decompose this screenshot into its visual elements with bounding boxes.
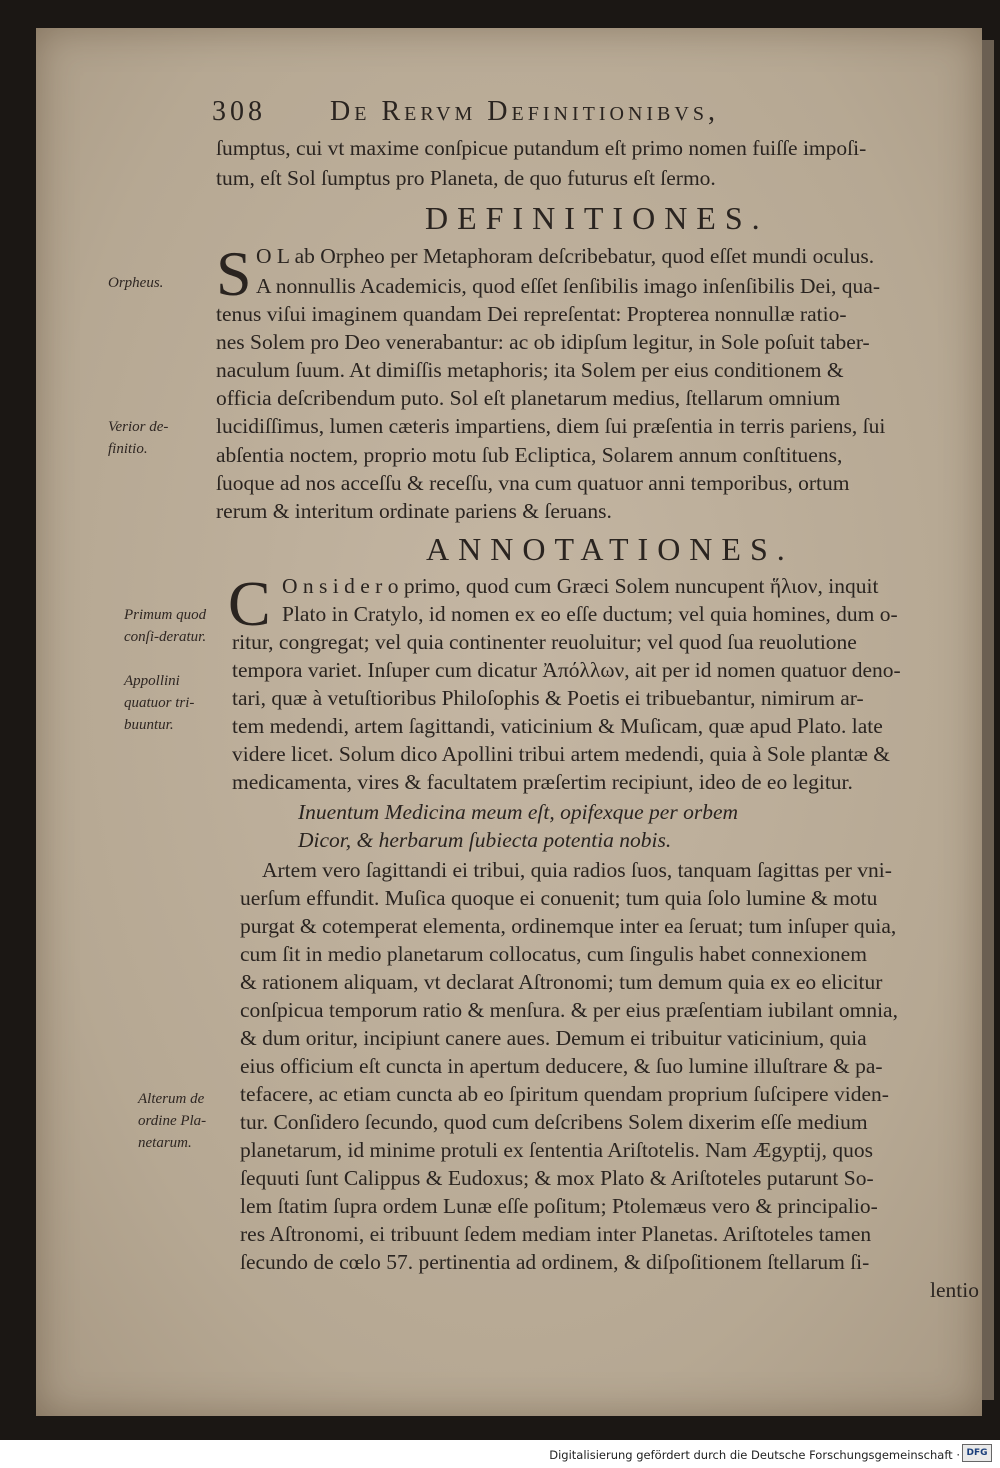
text-line: lucidiſſimus, lumen cæteris impartiens, diem ſui præſentia in terris pariens, ſui bbox=[216, 414, 886, 438]
margin-note-primum: Primum quod conſi-deratur. bbox=[124, 607, 207, 645]
text-line: lentio bbox=[930, 1278, 979, 1302]
text-line: nes Solem pro Deo venerabantur: ac ob idipſum legitur, in Sole poſuit taber- bbox=[216, 330, 870, 354]
text-line: Artem vero ſagittandi ei tribui, quia radios ſuos, tanquam ſagittas per vni- bbox=[262, 858, 892, 882]
page-edge bbox=[982, 40, 994, 1400]
text-line: O n s i d e r o primo, quod cum Græci Solem nuncupent ἥλιον, inquit bbox=[282, 574, 879, 598]
text-line: naculum ſuum. At dimiſſis metaphoris; ita Solem per eius conditionem & bbox=[216, 358, 844, 382]
section-heading-annotationes: ANNOTATIONES. bbox=[426, 531, 794, 567]
text-line: tempora variet. Inſuper cum dicatur Ἀπόλλων, ait per id nomen quatuor deno- bbox=[232, 658, 901, 682]
text-line: A nonnullis Academicis, quod eſſet ſenſibilis imago inſenſibilis Dei, qua- bbox=[256, 274, 881, 298]
dfg-logo: DFG bbox=[962, 1444, 992, 1462]
verse-line: Dicor, & herbarum ſubiecta potentia nobis. bbox=[298, 828, 672, 852]
text-line: purgat & cotemperat elementa, ordinemque inter ea ſeruat; tum inſuper quia, bbox=[240, 914, 897, 938]
text-line: tefacere, ac etiam cuncta ab eo ſpiritum quendam proprium ſuſcipere viden- bbox=[240, 1082, 889, 1106]
text-line: rerum & interitum ordinate pariens & ſeruans. bbox=[216, 499, 612, 523]
text-line: cum ſit in medio planetarum collocatus, cum ſingulis habet connexionem bbox=[240, 942, 867, 966]
text-line: lem ſtatim ſupra ordem Lunæ eſſe poſitum; Ptolemæus vero & principalio- bbox=[240, 1194, 878, 1218]
section-heading-definitiones: DEFINITIONES. bbox=[425, 200, 769, 236]
text-line: ſecundo de cœlo 57. pertinentia ad ordinem, & diſpoſitionem ſtellarum ſi- bbox=[240, 1250, 870, 1274]
margin-note-alterum: Alterum de ordine Pla-netarum. bbox=[138, 1091, 207, 1151]
text-line: Plato in Cratylo, id nomen ex eo eſſe ductum; vel quia homines, dum o- bbox=[282, 602, 898, 626]
text-line: videre licet. Solum dico Apollini tribui artem medendi, quia à Sole plantæ & bbox=[232, 742, 891, 766]
margin-note-apollini: Appollini quatuor tri-buuntur. bbox=[124, 673, 195, 733]
margin-note-orpheus: Orpheus. bbox=[108, 275, 164, 291]
footer-credit: Digitalisierung gefördert durch die Deutsche Forschungsgemeinschaft · bbox=[549, 1448, 960, 1462]
text-line: conſpicua temporum ratio & menſura. & per eius præſentiam iubilant omnia, bbox=[240, 998, 898, 1022]
text-line: ſuoque ad nos acceſſu & receſſu, vna cum quatuor anni temporibus, ortum bbox=[216, 471, 850, 495]
text-line: tenus viſui imaginem quandam Dei repreſentat: Propterea nonnullæ ratio- bbox=[216, 302, 847, 326]
verse-line: Inuentum Medicina meum eſt, opifexque per orbem bbox=[298, 800, 739, 824]
text-line: tum, eſt Sol ſumptus pro Planeta, de quo futurus eſt ſermo. bbox=[216, 166, 716, 190]
text-line: ritur, congregat; vel quia continenter reuoluitur; vel quod ſua reuolutione bbox=[232, 630, 857, 654]
text-line: eius officium eſt cuncta in apertum deducere, & ſuo lumine illuſtrare & pa- bbox=[240, 1054, 883, 1078]
text-line: O L ab Orpheo per Metaphoram deſcribebatur, quod eſſet mundi oculus. bbox=[256, 244, 875, 268]
text-line: res Aſtronomi, ei tribuunt ſedem mediam inter Planetas. Ariſtoteles tamen bbox=[240, 1222, 872, 1246]
drop-cap: S bbox=[216, 238, 252, 309]
text-line: tem medendi, artem ſagittandi, vaticinium & Muſicam, quæ apud Plato. late bbox=[232, 714, 883, 738]
text-line: officia deſcribendum puto. Sol eſt planetarum medius, ſtellarum omnium bbox=[216, 386, 841, 410]
footer-bar bbox=[0, 1440, 1000, 1468]
running-title: De Rervm Definitionibvs, bbox=[330, 96, 719, 127]
text-line: uerſum effundit. Muſica quoque ei conuenit; tum quia ſolo lumine & motu bbox=[240, 886, 878, 910]
text-line: medicamenta, vires & facultatem præſertim recipiunt, ideo de eo legitur. bbox=[232, 770, 853, 794]
text-line: abſentia noctem, proprio motu ſub Ecliptica, Solarem annum conſtituens, bbox=[216, 443, 843, 467]
text-line: tur. Conſidero ſecundo, quod cum deſcribens Solem dixerim eſſe medium bbox=[240, 1110, 868, 1134]
drop-cap: C bbox=[228, 568, 271, 639]
page-number: 308 bbox=[212, 96, 266, 127]
text-line: ſumptus, cui vt maxime conſpicue putandum eſt primo nomen fuiſſe impoſi- bbox=[216, 136, 867, 160]
text-line: planetarum, id minime protuli ex ſententia Ariſtotelis. Nam Ægyptij, quos bbox=[240, 1138, 873, 1162]
text-line: tari, quæ à vetuſtioribus Philoſophis & Poetis ei tribuebantur, nimirum ar- bbox=[232, 686, 864, 710]
text-line: ſequuti ſunt Calippus & Eudoxus; & mox Plato & Ariſtoteles putarunt So- bbox=[240, 1166, 874, 1190]
text-line: & dum oritur, incipiunt canere aues. Demum ei tribuitur vaticinium, quia bbox=[240, 1026, 867, 1050]
text-line: & rationem aliquam, vt declarat Aſtronomi; tum demum quia ex eo elicitur bbox=[240, 970, 883, 994]
margin-note-verior: Verior de-finitio. bbox=[108, 419, 169, 457]
